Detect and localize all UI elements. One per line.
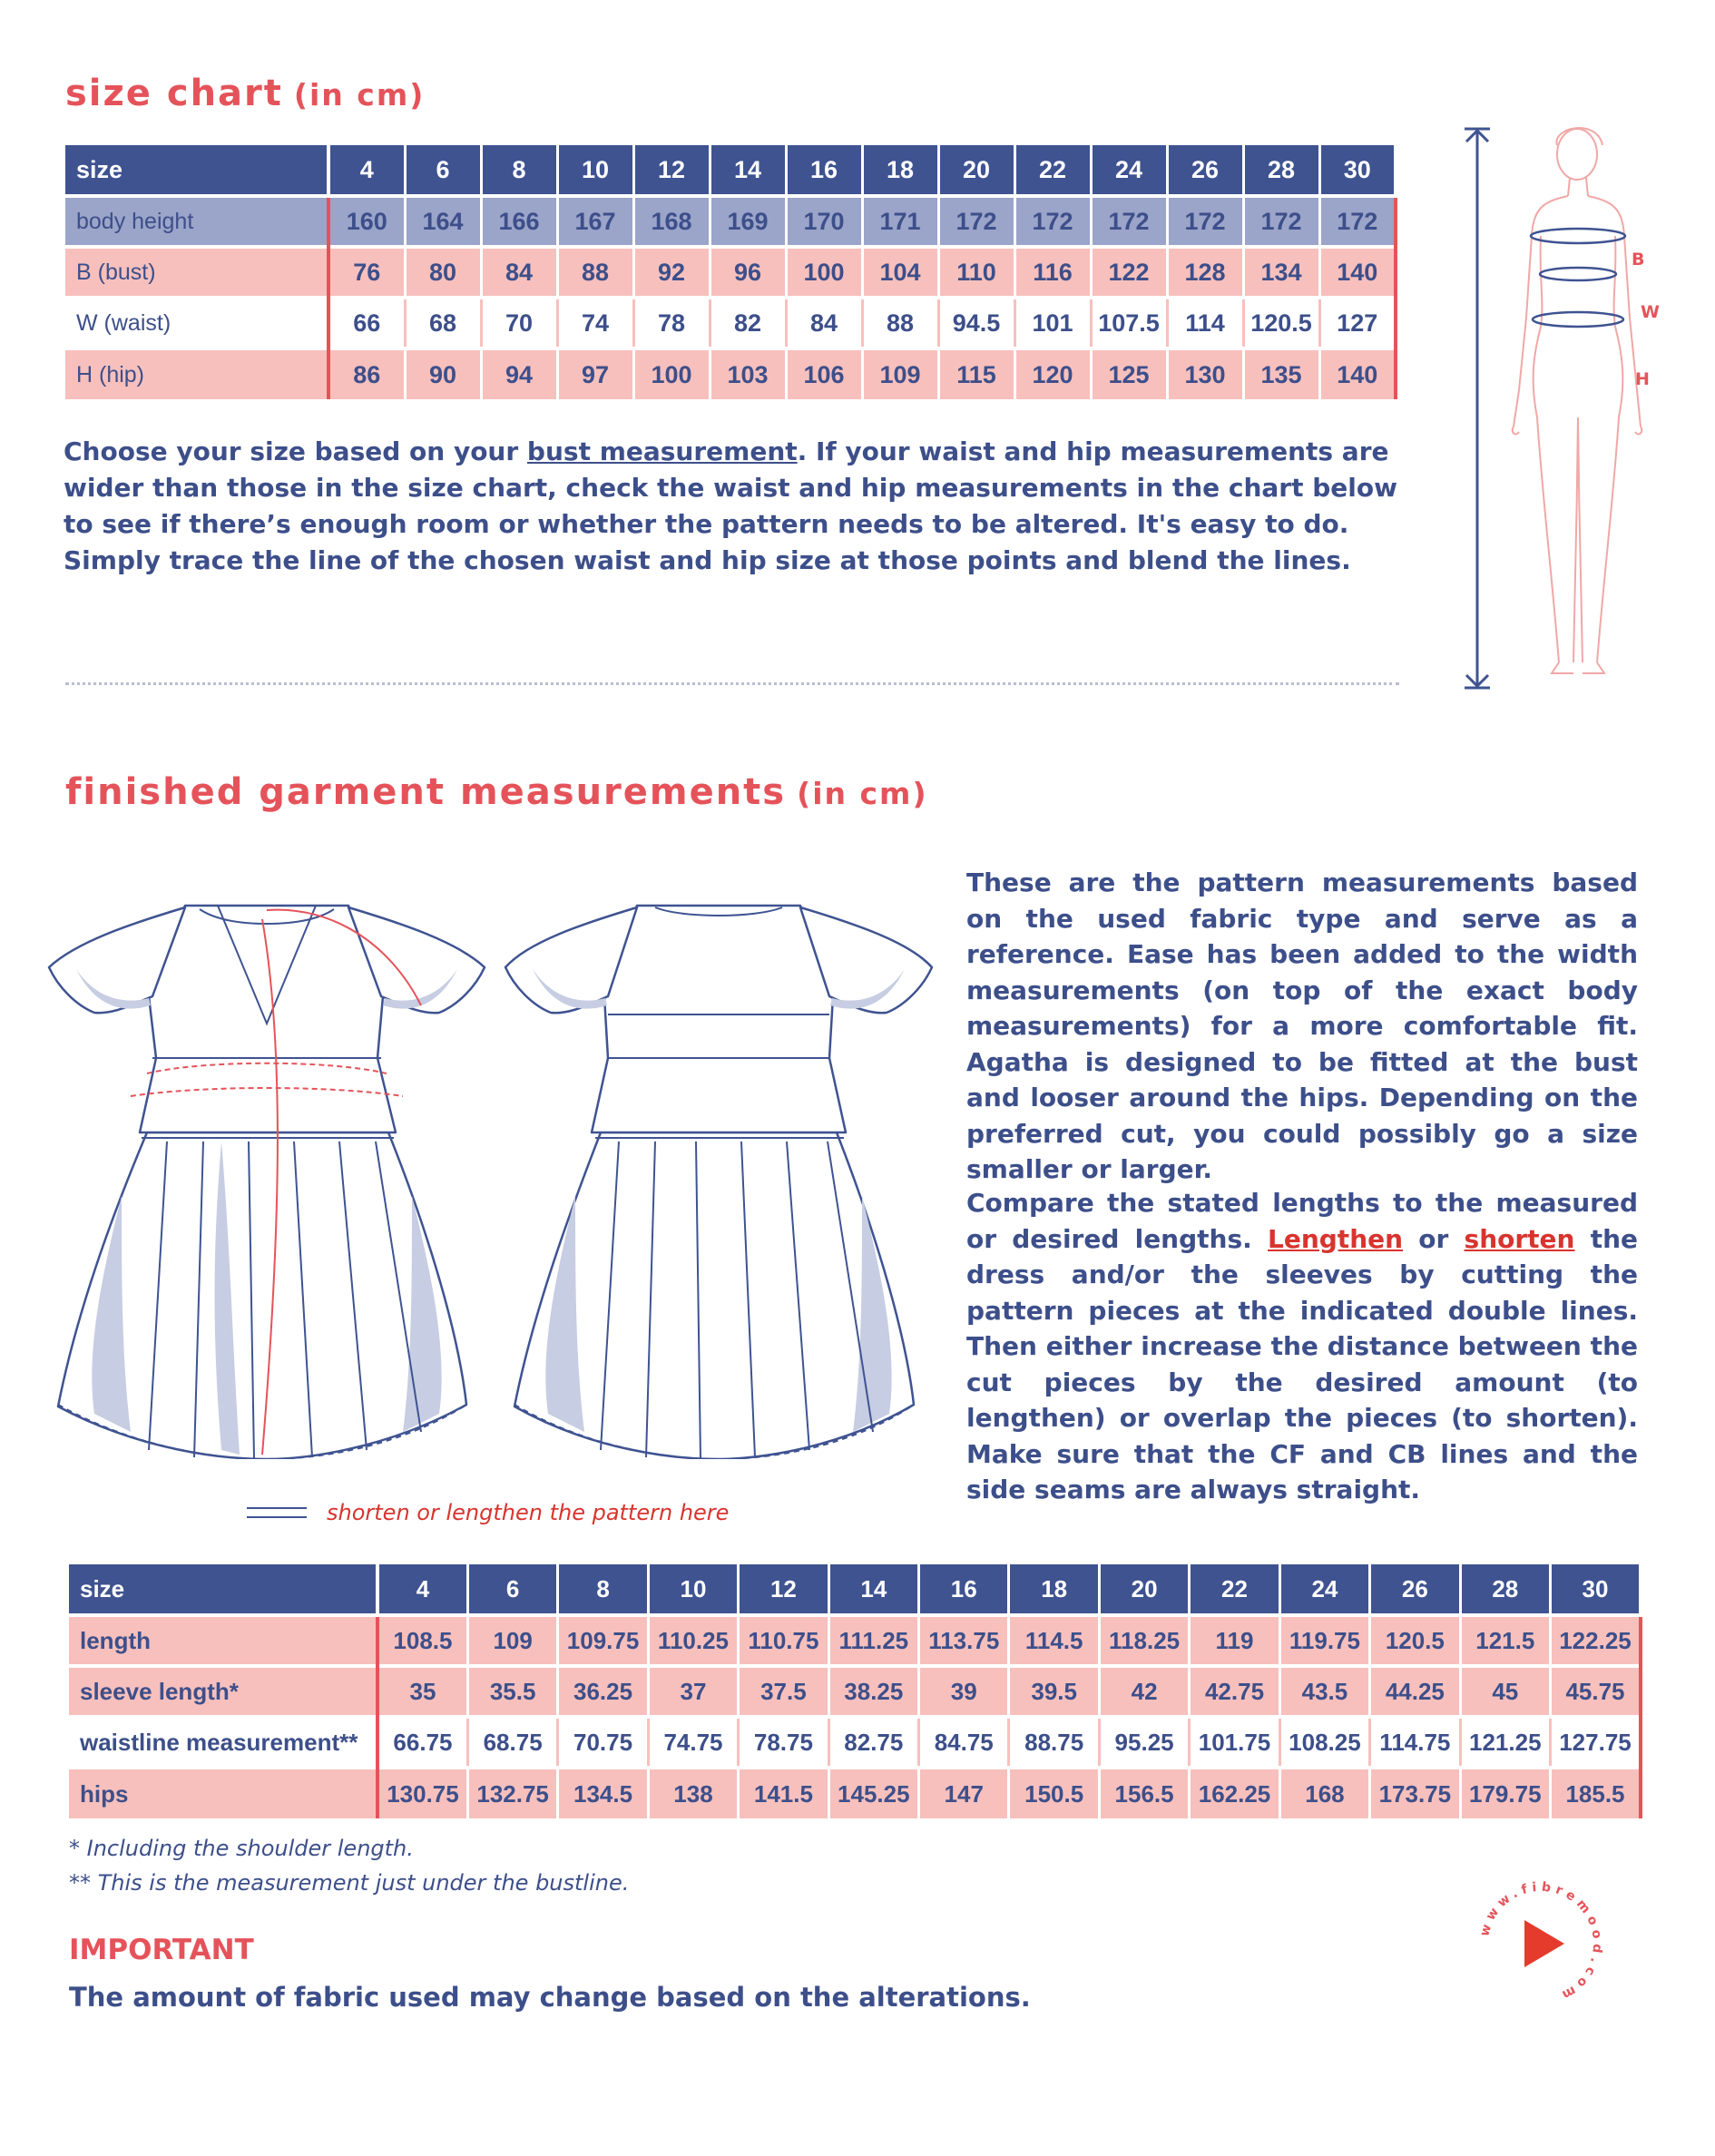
- row-label: length: [69, 1615, 377, 1666]
- table-cell: 119.75: [1279, 1615, 1369, 1666]
- body-measurement-figure: [1443, 118, 1679, 699]
- row-label: body height: [65, 196, 328, 247]
- table-cell: 110: [938, 247, 1014, 298]
- table-cell: 130: [1167, 348, 1243, 399]
- logo-text: www.fibremood.com: [1477, 1879, 1605, 2004]
- table-cell: 122.25: [1550, 1615, 1641, 1666]
- table-cell: 76: [328, 247, 405, 298]
- table-cell: 113.75: [919, 1615, 1009, 1666]
- table-cell: 111.25: [828, 1615, 918, 1666]
- table-cell: 37.5: [739, 1666, 828, 1717]
- table-cell: 116: [1014, 247, 1091, 298]
- header-size-cell: 4: [377, 1564, 467, 1615]
- table-cell: 74: [557, 298, 633, 348]
- table-cell: 118.25: [1099, 1615, 1189, 1666]
- important-note: The amount of fabric used may change based on the alterations.: [69, 1982, 1031, 2013]
- footnote-shoulder: * Including the shoulder length.: [69, 1836, 414, 1861]
- table-cell: 140: [1319, 247, 1396, 298]
- finished-garment-table: [69, 1564, 1642, 1818]
- table-cell: 36.25: [558, 1666, 648, 1717]
- table-cell: 120: [1014, 348, 1091, 399]
- header-size-cell: 28: [1243, 145, 1319, 196]
- table-cell: 127: [1319, 298, 1396, 348]
- bust-measurement-link[interactable]: bust measurement: [526, 436, 798, 466]
- header-size-cell: 10: [557, 145, 633, 196]
- table-cell: 110.75: [739, 1615, 828, 1666]
- table-header-row: [69, 1564, 1641, 1615]
- table-cell: 109.75: [558, 1615, 648, 1666]
- important-heading: IMPORTANT: [69, 1934, 254, 1966]
- double-line-legend-icon: [247, 1504, 307, 1523]
- row-label: hips: [69, 1768, 377, 1818]
- figure-label-waist: W: [1641, 302, 1660, 322]
- table-cell: 172: [1243, 196, 1319, 247]
- table-cell: 78.75: [739, 1717, 828, 1768]
- table-cell: 168: [633, 196, 710, 247]
- row-label: waistline measurement**: [69, 1717, 377, 1768]
- table-cell: 127.75: [1550, 1717, 1641, 1768]
- table-cell: 147: [919, 1768, 1009, 1818]
- row-label: sleeve length*: [69, 1666, 377, 1717]
- table-cell: 156.5: [1099, 1768, 1189, 1818]
- figure-label-bust: B: [1632, 250, 1645, 270]
- size-para-text-1: Choose your size based on your: [64, 436, 527, 466]
- header-size-cell: 12: [739, 1564, 828, 1615]
- finished-garment-title-text: finished garment measurements: [65, 771, 787, 813]
- size-chart-title-text: size chart: [65, 73, 283, 114]
- table-cell: 88: [862, 298, 938, 348]
- table-cell: 168: [1279, 1768, 1369, 1818]
- header-size-cell: 26: [1370, 1564, 1460, 1615]
- table-cell: 44.25: [1370, 1666, 1460, 1717]
- table-cell: 100: [633, 348, 710, 399]
- header-size-cell: 18: [862, 145, 938, 196]
- table-row: [65, 196, 1396, 247]
- size-para-text-2: . If your waist and hip measurements are wider than those in the size chart, check the waist and hip measurements in the chart below to see if there’s enough room or whether the pattern needs to be altered. It's easy to do. Simply trace the line of the chosen waist and hip size at those points and blend the lines.: [64, 436, 1397, 575]
- alteration-text-3: the dress and/or the sleeves by cutting the pattern pieces at the indicated double lines. Then either increase the distance between the cut pieces by the desired amount (to lengthen) or overlap the pieces (to shorten). Make sure that the CF and CB lines and the side seams are always straight.: [966, 1223, 1638, 1504]
- table-cell: 172: [1167, 196, 1243, 247]
- size-chart-title: [65, 73, 425, 114]
- table-cell: 172: [938, 196, 1014, 247]
- table-cell: 114.5: [1009, 1615, 1099, 1666]
- header-size-cell: 8: [558, 1564, 648, 1615]
- table-cell: 109: [467, 1615, 557, 1666]
- size-chart-instructions: [64, 434, 1406, 579]
- table-cell: 84: [481, 247, 557, 298]
- table-cell: 37: [648, 1666, 738, 1717]
- row-label: W (waist): [65, 298, 328, 348]
- header-size-cell: 18: [1009, 1564, 1099, 1615]
- table-cell: 150.5: [1009, 1768, 1099, 1818]
- table-cell: 125: [1091, 348, 1167, 399]
- table-cell: 134.5: [558, 1768, 648, 1818]
- table-cell: 82: [710, 298, 786, 348]
- table-cell: 74.75: [648, 1717, 738, 1768]
- table-cell: 100: [786, 247, 862, 298]
- table-cell: 38.25: [828, 1666, 918, 1717]
- table-cell: 138: [648, 1768, 738, 1818]
- table-cell: 88.75: [1009, 1717, 1099, 1768]
- table-row: [65, 298, 1396, 348]
- table-cell: 185.5: [1550, 1768, 1641, 1818]
- table-cell: 97: [557, 348, 633, 399]
- table-cell: 39.5: [1009, 1666, 1099, 1717]
- finished-garment-description: These are the pattern measurements based on the used fabric type and serve as a reference. Ease has been added to the width measurements (on top of the exact body measurements) for a more comfortable fit. Agatha is designed to be fitted at the bust and looser around the hips. Depending on the preferred cut, you could possibly go a size smaller or larger.: [966, 867, 1638, 1184]
- section-divider: [65, 682, 1399, 685]
- dress-front-illustration: [40, 869, 494, 1459]
- table-row: [69, 1666, 1641, 1717]
- table-cell: 108.5: [377, 1615, 467, 1666]
- table-cell: 108.25: [1279, 1717, 1369, 1768]
- header-size-cell: 28: [1460, 1564, 1550, 1615]
- table-cell: 96: [710, 247, 786, 298]
- table-cell: 84: [786, 298, 862, 348]
- table-cell: 68: [405, 298, 481, 348]
- header-size-cell: 20: [1099, 1564, 1189, 1615]
- table-cell: 120.5: [1243, 298, 1319, 348]
- table-cell: 134: [1243, 247, 1319, 298]
- table-cell: 164: [405, 196, 481, 247]
- table-cell: 171: [862, 196, 938, 247]
- table-cell: 114.75: [1370, 1717, 1460, 1768]
- table-cell: 68.75: [467, 1717, 557, 1768]
- table-cell: 172: [1091, 196, 1167, 247]
- table-cell: 39: [919, 1666, 1009, 1717]
- table-cell: 110.25: [648, 1615, 738, 1666]
- finished-garment-unit: (in cm): [797, 776, 928, 811]
- table-row: [69, 1768, 1641, 1818]
- lengthen-link[interactable]: Lengthen: [1268, 1223, 1404, 1254]
- table-cell: 120.5: [1370, 1615, 1460, 1666]
- table-cell: 107.5: [1091, 298, 1167, 348]
- header-size-cell: 10: [648, 1564, 738, 1615]
- table-cell: 121.25: [1460, 1717, 1550, 1768]
- table-cell: 92: [633, 247, 710, 298]
- table-cell: 121.5: [1460, 1615, 1550, 1666]
- header-size-cell: 24: [1091, 145, 1167, 196]
- table-cell: 106: [786, 348, 862, 399]
- fibremood-logo[interactable]: [1468, 1871, 1613, 2016]
- table-cell: 103: [710, 348, 786, 399]
- table-cell: 66: [328, 298, 405, 348]
- alteration-text-1: Compare the stated lengths to the measured or desired lengths.: [966, 1188, 1638, 1254]
- row-label: B (bust): [65, 247, 328, 298]
- table-cell: 82.75: [828, 1717, 918, 1768]
- table-cell: 94.5: [938, 298, 1014, 348]
- table-cell: 173.75: [1370, 1768, 1460, 1818]
- header-size-cell: 6: [405, 145, 481, 196]
- table-cell: 135: [1243, 348, 1319, 399]
- table-cell: 130.75: [377, 1768, 467, 1818]
- table-cell: 167: [557, 196, 633, 247]
- table-cell: 66.75: [377, 1717, 467, 1768]
- table-cell: 86: [328, 348, 405, 399]
- play-icon: [1524, 1920, 1564, 1967]
- table-cell: 166: [481, 196, 557, 247]
- table-cell: 172: [1319, 196, 1396, 247]
- table-cell: 119: [1190, 1615, 1279, 1666]
- header-size-cell: 8: [481, 145, 557, 196]
- table-cell: 101.75: [1190, 1717, 1279, 1768]
- header-size-cell: 20: [938, 145, 1014, 196]
- table-row: [69, 1615, 1641, 1666]
- table-cell: 35: [377, 1666, 467, 1717]
- table-cell: 42.75: [1190, 1666, 1279, 1717]
- table-cell: 95.25: [1099, 1717, 1189, 1768]
- table-cell: 88: [557, 247, 633, 298]
- pattern-line-legend: shorten or lengthen the pattern here: [327, 1500, 730, 1525]
- table-cell: 84.75: [919, 1717, 1009, 1768]
- table-cell: 114: [1167, 298, 1243, 348]
- table-cell: 94: [481, 348, 557, 399]
- table-cell: 45: [1460, 1666, 1550, 1717]
- dress-back-illustration: [501, 869, 936, 1459]
- table-cell: 169: [710, 196, 786, 247]
- header-size-cell: 22: [1190, 1564, 1279, 1615]
- header-size-cell: 14: [710, 145, 786, 196]
- finished-garment-alteration-instructions: [966, 1185, 1638, 1508]
- header-size-cell: 26: [1167, 145, 1243, 196]
- table-cell: 132.75: [467, 1768, 557, 1818]
- table-row: [65, 348, 1396, 399]
- table-cell: 122: [1091, 247, 1167, 298]
- table-cell: 70: [481, 298, 557, 348]
- table-cell: 128: [1167, 247, 1243, 298]
- header-size-cell: 24: [1279, 1564, 1369, 1615]
- size-chart-table: [65, 145, 1397, 399]
- table-header-row: [65, 145, 1396, 196]
- row-label: H (hip): [65, 348, 328, 399]
- table-cell: 90: [405, 348, 481, 399]
- table-cell: 172: [1014, 196, 1091, 247]
- table-cell: 43.5: [1279, 1666, 1369, 1717]
- table-cell: 80: [405, 247, 481, 298]
- table-cell: 42: [1099, 1666, 1189, 1717]
- table-cell: 141.5: [739, 1768, 828, 1818]
- header-size-cell: 12: [633, 145, 710, 196]
- table-cell: 45.75: [1550, 1666, 1641, 1717]
- table-cell: 145.25: [828, 1768, 918, 1818]
- header-size-cell: 6: [467, 1564, 557, 1615]
- figure-label-hip: H: [1635, 369, 1650, 389]
- table-cell: 104: [862, 247, 938, 298]
- header-size-cell: 30: [1550, 1564, 1641, 1615]
- table-cell: 170: [786, 196, 862, 247]
- header-label: size: [65, 145, 328, 196]
- table-cell: 160: [328, 196, 405, 247]
- table-cell: 101: [1014, 298, 1091, 348]
- header-size-cell: 14: [828, 1564, 918, 1615]
- alteration-text-2: or: [1403, 1223, 1465, 1254]
- table-cell: 70.75: [558, 1717, 648, 1768]
- header-size-cell: 4: [328, 145, 405, 196]
- table-cell: 78: [633, 298, 710, 348]
- finished-garment-title: [65, 771, 928, 813]
- table-cell: 35.5: [467, 1666, 557, 1717]
- footnote-bustline: ** This is the measurement just under the bustline.: [69, 1870, 630, 1896]
- header-size-cell: 30: [1319, 145, 1396, 196]
- size-chart-unit: (in cm): [293, 77, 426, 113]
- table-cell: 140: [1319, 348, 1396, 399]
- table-cell: 115: [938, 348, 1014, 399]
- header-size-cell: 22: [1014, 145, 1091, 196]
- table-cell: 162.25: [1190, 1768, 1279, 1818]
- table-row: [65, 247, 1396, 298]
- table-cell: 109: [862, 348, 938, 399]
- table-row: [69, 1717, 1641, 1768]
- header-size-cell: 16: [786, 145, 862, 196]
- table-cell: 179.75: [1460, 1768, 1550, 1818]
- shorten-link[interactable]: shorten: [1464, 1223, 1575, 1254]
- header-label: size: [69, 1564, 377, 1615]
- header-size-cell: 16: [919, 1564, 1009, 1615]
